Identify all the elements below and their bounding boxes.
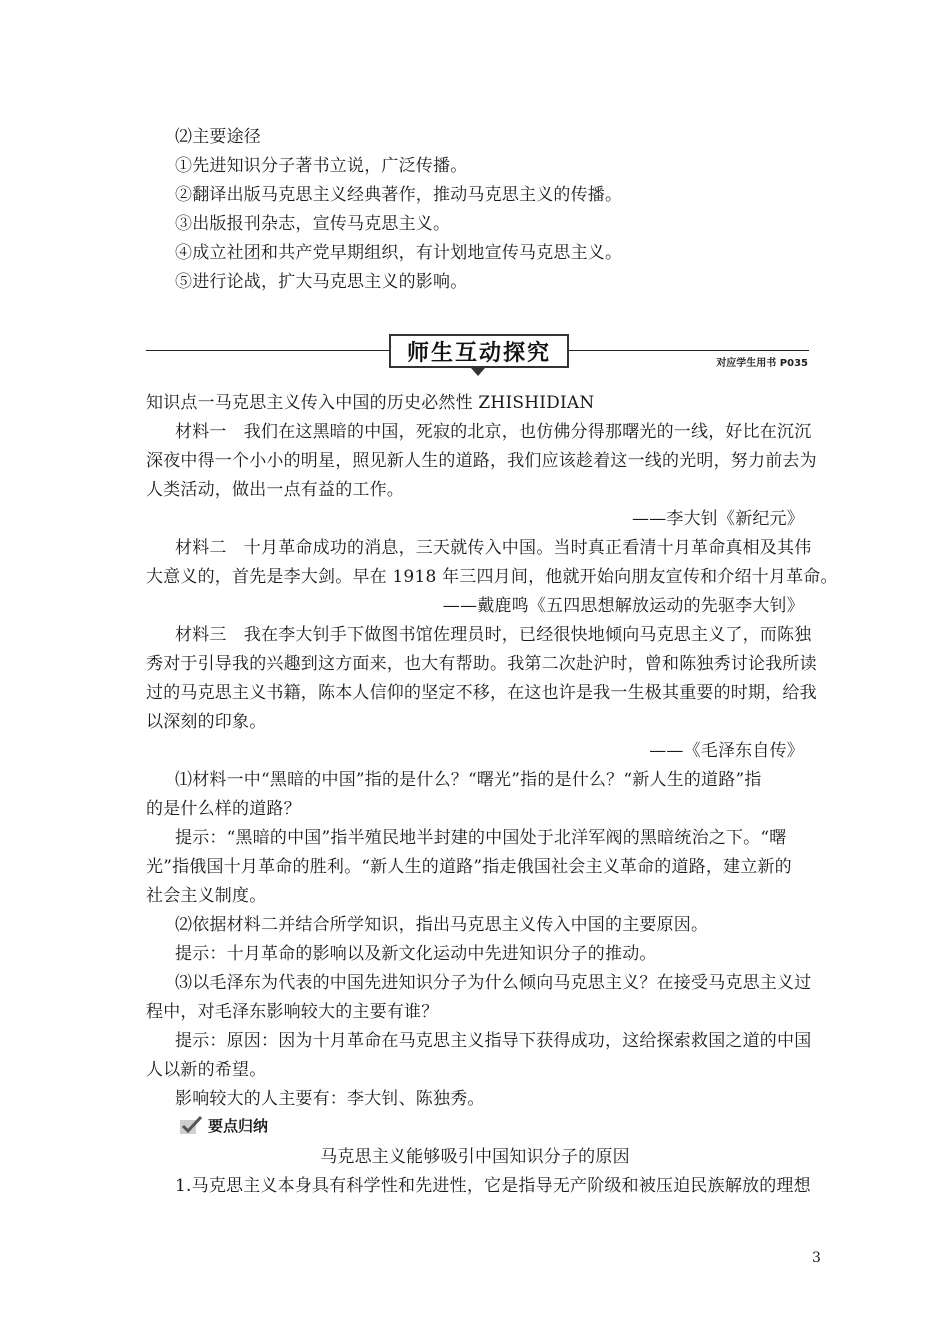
page-number: 3 — [812, 1250, 821, 1266]
material-line: 过的马克思主义书籍，陈本人信仰的坚定不移，在这也许是我一生极其重要的时期，给我 — [146, 683, 817, 703]
list-item: ②翻译出版马克思主义经典著作，推动马克思主义的传播。 — [175, 185, 623, 205]
summary-label-row — [180, 1114, 268, 1136]
material-line: 材料三 我在李大钊手下做图书馆佐理员时，已经很快地倾向马克思主义了，而陈独 — [175, 625, 812, 645]
student-book-reference: 对应学生用书 P035 — [716, 358, 808, 369]
answer-line: 提示：“黑暗的中国”指半殖民地半封建的中国处于北洋军阀的黑暗统治之下。“曙 — [175, 828, 787, 848]
material-line: 以深刻的印象。 — [146, 712, 267, 732]
answer-line: 影响较大的人主要有：李大钊、陈独秀。 — [175, 1089, 485, 1109]
answer-line: 提示：十月革命的影响以及新文化运动中先进知识分子的推动。 — [175, 944, 657, 964]
banner-rule-right — [569, 350, 809, 351]
question-line: 的是什么样的道路？ — [146, 799, 301, 819]
banner-pointer-icon — [471, 368, 485, 376]
section-banner — [389, 334, 569, 368]
material-source: ——戴鹿鸣《五四思想解放运动的先驱李大钊》 — [442, 596, 804, 616]
material-line: 材料一 我们在这黑暗的中国，死寂的北京，也仿佛分得那曙光的一线，好比在沉沉 — [175, 422, 812, 442]
answer-line: 提示：原因：因为十月革命在马克思主义指导下获得成功，这给探索救国之道的中国 — [175, 1031, 812, 1051]
list-item: ③出版报刊杂志，宣传马克思主义。 — [175, 214, 451, 234]
check-icon — [180, 1116, 202, 1134]
knowledge-point-title: 知识点一马克思主义传入中国的历史必然性 ZHISHIDIAN — [146, 393, 595, 413]
material-line: 大意义的，首先是李大剑。早在 1918 年三四月间，他就开始向朋友宣传和介绍十月革命。 — [146, 567, 838, 587]
banner-rule-left — [146, 350, 389, 351]
list-item: ④成立社团和共产党早期组织，有计划地宣传马克思主义。 — [175, 243, 623, 263]
material-source: ——李大钊《新纪元》 — [632, 509, 804, 529]
section-heading: ⑵主要途径 — [175, 127, 261, 147]
material-source: ——《毛泽东自传》 — [649, 741, 804, 761]
material-line: 材料二 十月革命成功的消息，三天就传入中国。当时真正看清十月革命真相及其伟 — [175, 538, 812, 558]
material-line: 人类活动，做出一点有益的工作。 — [146, 480, 404, 500]
answer-line: 人以新的希望。 — [146, 1060, 267, 1080]
question-line: ⑴材料一中“黑暗的中国”指的是什么？“曙光”指的是什么？“新人生的道路”指 — [175, 770, 762, 790]
summary-title: 马克思主义能够吸引中国知识分子的原因 — [320, 1147, 630, 1167]
material-line: 秀对于引导我的兴趣到这方面来，也大有帮助。我第二次赴沪时，曾和陈独秀讨论我所读 — [146, 654, 817, 674]
question-line: ⑶以毛泽东为代表的中国先进知识分子为什么倾向马克思主义？在接受马克思主义过 — [175, 973, 812, 993]
list-item: ⑤进行论战，扩大马克思主义的影响。 — [175, 272, 468, 292]
list-item: ①先进知识分子著书立说，广泛传播。 — [175, 156, 468, 176]
summary-item: 1.马克思主义本身具有科学性和先进性，它是指导无产阶级和被压迫民族解放的理想 — [175, 1176, 811, 1196]
summary-label: 要点归纳 — [208, 1116, 269, 1135]
question-line: ⑵依据材料二并结合所学知识，指出马克思主义传入中国的主要原因。 — [175, 915, 709, 935]
material-line: 深夜中得一个小小的明星，照见新人生的道路，我们应该趁着这一线的光明，努力前去为 — [146, 451, 817, 471]
answer-line: 社会主义制度。 — [146, 886, 267, 906]
banner-title: 师生互动探究 — [406, 340, 551, 366]
question-line: 程中，对毛泽东影响较大的主要有谁？ — [146, 1002, 439, 1022]
answer-line: 光”指俄国十月革命的胜利。“新人生的道路”指走俄国社会主义革命的道路，建立新的 — [146, 857, 792, 877]
